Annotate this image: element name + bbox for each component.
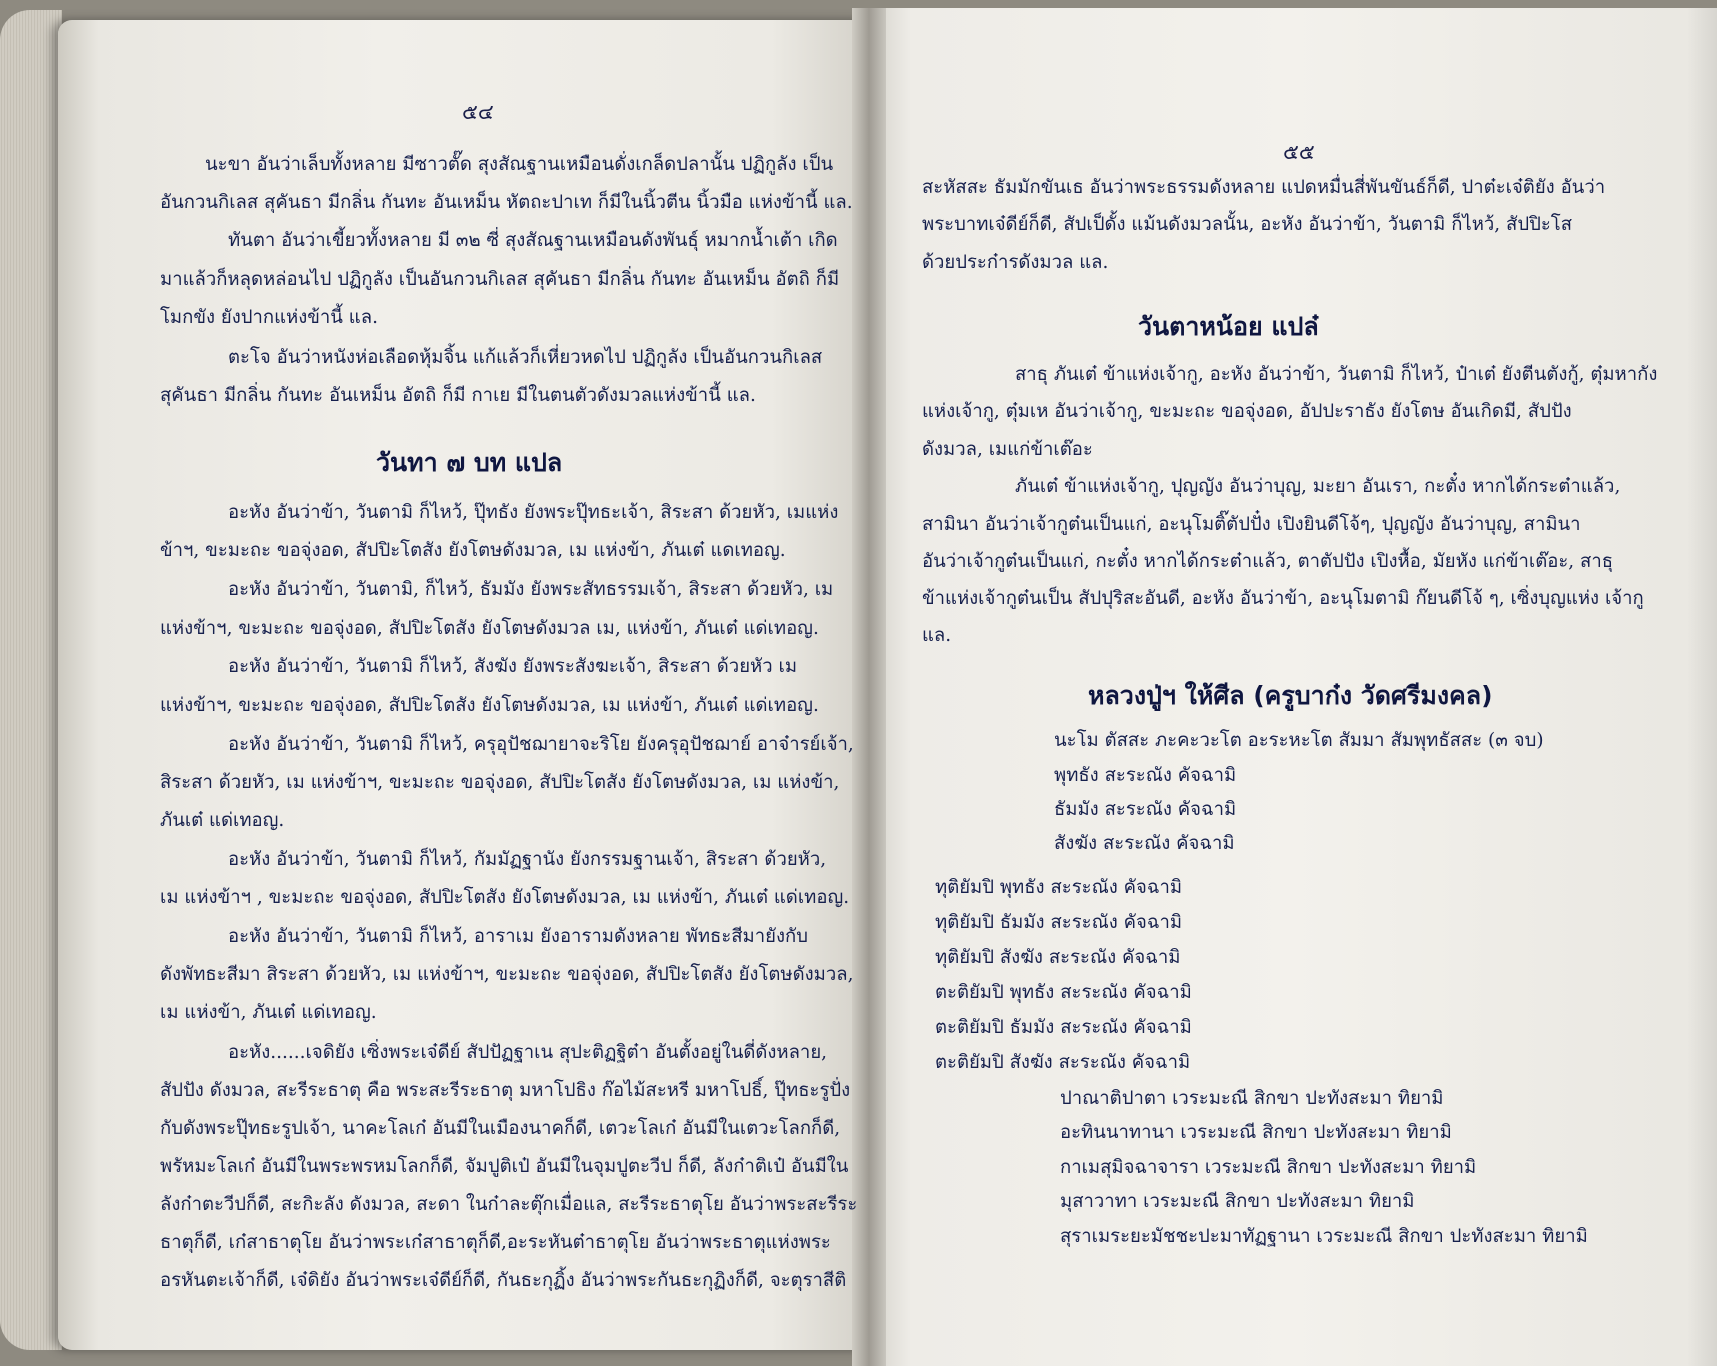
text-line: แห่งเจ้ากู, ตุ๋มเห อันว่าเจ้ากู, ขะมะถะ ขอจุ่งอด, อัปปะราธัง ยังโตษ อันเกิดมี, สัปปัง	[922, 401, 1572, 422]
text-line: เม แห่งข้า, ภันเต๋ แด่เทอญ.	[160, 1002, 377, 1023]
text-line: สาธุ ภันเต๋ ข้าแห่งเจ้ากู, อะหัง อันว่าข้า, วันตามิ ก็ไหว้, ป๋าเต๋ ยังตีนตังกู้, ตุ๋มหากัง	[1015, 364, 1658, 385]
text-line: อรหันตะเจ้าก็ดี, เจ๋ดิยัง อันว่าพระเจ๋ดีย์ก็ดี, กันธะกุฏิ้ง อันว่าพระกันธะกุฏิงก็ดี, จะตุราสีติ	[160, 1270, 847, 1291]
text-line: ปาณาติปาตา เวระมะณี สิกขา ปะทังสะมา ทิยามิ	[1060, 1088, 1444, 1109]
text-line: แห่งข้าฯ, ขะมะถะ ขอจุ่งอด, สัปปิะโตสัง ยังโตษดังมวล, เม แห่งข้า, ภันเต๋ แด่เทอญ.	[160, 695, 819, 716]
left-page	[58, 20, 868, 1350]
text-line: เม แห่งข้าฯ , ขะมะถะ ขอจุ่งอด, สัปปิะโตสัง ยังโตษดังมวล, เม แห่งข้า, ภันเต๋ แด่เทอญ.	[160, 887, 850, 908]
text-line: ทุติยัมปิ สังฆัง สะระณัง คัจฉามิ	[935, 947, 1181, 968]
text-line: นะโม ตัสสะ ภะคะวะโต อะระหะโต สัมมา สัมพุทธัสสะ (๓ จบ)	[1054, 730, 1544, 751]
section-heading: วันตาหน้อย แปล๋	[1138, 312, 1319, 341]
text-line: โมกขัง ยังปากแห่งข้านี้ แล.	[160, 307, 378, 328]
book-edge	[0, 10, 62, 1350]
text-line: ตะติยัมปิ พุทธัง สะระณัง คัจฉามิ	[935, 982, 1192, 1003]
text-line: สามินา อันว่าเจ้ากูต๋นเป็นแก่, อะนุโมติ๊ตัปปั๋ง เปิงยินดีโจ้ๆ, ปุญญัง อันว่าบุญ, สามินา	[922, 514, 1581, 535]
text-line: อะหัง อันว่าข้า, วันตามิ ก็ไหว้, อาราเม ยังอารามดังหลาย พัทธะสีมายังกับ	[228, 926, 808, 947]
book-gutter	[852, 8, 886, 1366]
text-line: ดังพัทธะสีมา สิระสา ด้วยหัว, เม แห่งข้าฯ, ขะมะถะ ขอจุ่งอด, สัปปิะโตสัง ยังโตษดังมวล,	[160, 964, 854, 985]
text-line: ธัมมัง สะระณัง คัจฉามิ	[1054, 799, 1237, 820]
text-line: ดังมวล, เมแก่ข้าเต๊อะ	[922, 439, 1093, 460]
text-line: อันว่าเจ้ากูต๋นเป็นแก่, กะตั๋ง หากได้กระต๋าแล้ว, ตาตัปปัง เปิงหื้อ, มัยหัง แก่ข้าเต๊อะ, สาธุ	[922, 551, 1614, 572]
text-line: ทุติยัมปิ ธัมมัง สะระณัง คัจฉามิ	[935, 912, 1183, 933]
text-line: กับดังพระปุ๊ทธะรูปเจ้า, นาคะโลเก๋ อันมีในเมืองนาคก็ดี, เตวะโลเก๋ อันมีในเตวะโลกก็ดี,	[160, 1118, 841, 1139]
text-line: สังฆัง สะระณัง คัจฉามิ	[1054, 833, 1235, 854]
text-line: ภันเต๋ แด่เทอญ.	[160, 810, 285, 831]
text-line: พระบาทเจ๋ดีย์ก็ดี, สัปเป็ดั้ง แม้นดังมวลนั้น, อะหัง อันว่าข้า, วันตามิ ก็ไหว้, สัปปิะโส	[922, 214, 1572, 235]
text-line: ลังก๋าตะวีปก็ดี, สะกิะลัง ดังมวล, สะดา ในก๋าละตุ๊กเมื่อแล, สะรีระธาตุโย อันว่าพระสะรีระ	[160, 1194, 858, 1215]
text-line: อะทินนาทานา เวระมะณี สิกขา ปะทังสะมา ทิยามิ	[1060, 1122, 1452, 1143]
text-line: สุราเมระยะมัชชะปะมาทัฏฐานา เวระมะณี สิกขา ปะทังสะมา ทิยามิ	[1060, 1226, 1588, 1247]
text-line: นะขา อันว่าเล็บทั้งหลาย มีซาวตั๊ด สุงสัณฐานเหมือนดั่งเกล็ดปลานั้น ปฏิกูลัง เป็น	[205, 154, 834, 175]
text-line: มาแล้วก็หลุดหล่อนไป ปฏิกูลัง เป็นอันกวนกิเลส สุคันธา มีกลิ่น กันทะ อันเหม็น อัตถิ ก็มี	[160, 269, 840, 290]
text-line: อะหัง อันว่าข้า, วันตามิ ก็ไหว้, ครุอุปัชฌายาจะริโย ยังครุอุปัชฌาย์ อาจ๋ารย์เจ้า,	[228, 734, 854, 755]
text-line: อะหัง อันว่าข้า, วันตามิ ก็ไหว้, สังฆัง ยังพระสังฆะเจ้า, สิระสา ด้วยหัว เม	[228, 656, 798, 677]
text-line: อันกวนกิเลส สุคันธา มีกลิ่น กันทะ อันเหม็น หัตถะปาเท ก็มีในนิ้วตีน นิ้วมือ แห่งข้านี้ แล.	[160, 192, 853, 213]
text-line: ตะติยัมปิ สังฆัง สะระณัง คัจฉามิ	[935, 1052, 1191, 1073]
section-heading: หลวงปู่ฯ ให้ศีล (ครูบาก๋ง วัดศรีมงคล)	[1088, 681, 1493, 710]
text-line: ทุติยัมปิ พุทธัง สะระณัง คัจฉามิ	[935, 877, 1183, 898]
text-line: พุทธัง สะระณัง คัจฉามิ	[1054, 765, 1237, 786]
left-page-number: ๕๔	[462, 100, 494, 124]
text-line: มุสาวาทา เวระมะณี สิกขา ปะทังสะมา ทิยามิ	[1060, 1191, 1415, 1212]
text-line: สิระสา ด้วยหัว, เม แห่งข้าฯ, ขะมะถะ ขอจุ่งอด, สัปปิะโตสัง ยังโตษดังมวล, เม แห่งข้า,	[160, 772, 840, 793]
text-line: กาเมสุมิจฉาจารา เวระมะณี สิกขา ปะทังสะมา ทิยามิ	[1060, 1157, 1477, 1178]
text-line: อะหัง......เจดิยัง เซิ่งพระเจ๋ดีย์ สัปปัฏฐาเน สุปะติฏฐิต๋า อันตั้งอยู่ในดี่ดังหลาย,	[228, 1042, 828, 1063]
text-line: สุคันธา มีกลิ่น กันทะ อันเหม็น อัตถิ ก็มี กาเย มีในตนตัวดังมวลแห่งข้านี้ แล.	[160, 385, 756, 406]
text-line: อะหัง อันว่าข้า, วันตามิ ก็ไหว้, ปุ๊ทธัง ยังพระปุ๊ทธะเจ้า, สิระสา ด้วยหัว, เมแห่ง	[228, 502, 839, 523]
text-line: ทันตา อันว่าเขี้ยวทั้งหลาย มี ๓๒ ซี่ สุงสัณฐานเหมือนดังพันธุ์ หมากน้ำเต้า เกิด	[228, 230, 838, 251]
text-line: สัปปัง ดังมวล, สะรีระธาตุ คือ พระสะรีระธาตุ มหาโปธิง ก๊อไม้สะหรี มหาโปธิ์, ปุ๊ทธะรูปั่ง	[160, 1080, 851, 1101]
text-line: ภันเต๋ ข้าแห่งเจ้ากู, ปุญญัง อันว่าบุญ, มะยา อันเรา, กะตั๋ง หากได้กระต๋าแล้ว,	[1015, 476, 1621, 497]
text-line: พรัหมะโลเก๋ อันมีในพระพรหมโลกก็ดี, จัมปูติเป๋ อันมีในจุมปูตะวีป ก็ดี, ลังก๋าติเป๋ อันมีใน	[160, 1156, 849, 1177]
text-line: ธาตุก็ดี, เก๋สาธาตุโย อันว่าพระเก๋สาธาตุก็ดี,อะระหันต๋าธาตุโย อันว่าพระธาตุแห่งพระ	[160, 1232, 831, 1253]
text-line: แห่งข้าฯ, ขะมะถะ ขอจุ่งอด, สัปปิะโตสัง ยังโตษดังมวล เม, แห่งข้า, ภันเต๋ แด่เทอญ.	[160, 618, 819, 639]
section-heading: วันทา ๗ บท แปล	[376, 448, 563, 477]
text-line: แล.	[922, 625, 952, 646]
text-line: ตะโจ อันว่าหนังห่อเลือดหุ้มจิ้น แก้แล้วก็เหี่ยวหดไป ปฏิกูลัง เป็นอันกวนกิเลส	[228, 347, 823, 368]
text-line: ตะติยัมปิ ธัมมัง สะระณัง คัจฉามิ	[935, 1017, 1192, 1038]
text-line: สะหัสสะ ธัมมักขันเธ อันว่าพระธรรมดังหลาย แปดหมื่นสี่พันขันธ์ก็ดี, ปาต๋ะเจ๋ติยัง อันว่า	[922, 177, 1606, 198]
text-line: ด้วยประก๋ารดังมวล แล.	[922, 252, 1109, 273]
text-line: อะหัง อันว่าข้า, วันตามิ, ก็ไหว้, ธัมมัง ยังพระสัทธรรมเจ้า, สิระสา ด้วยหัว, เม	[228, 579, 834, 600]
text-line: ข้าแห่งเจ้ากูต๋นเป็น สัปปุริสะอันดี, อะหัง อันว่าข้า, อะนุโมตามิ ก๊ยนดีโจ้ ๆ, เซิ่งบุญแห่ง เจ้ากู	[922, 588, 1644, 609]
right-page-number: ๕๕	[1283, 140, 1315, 164]
text-line: อะหัง อันว่าข้า, วันตามิ ก็ไหว้, กัมมัฏฐานัง ยังกรรมฐานเจ้า, สิระสา ด้วยหัว,	[228, 849, 827, 870]
text-line: ข้าฯ, ขะมะถะ ขอจุ่งอด, สัปปิะโตสัง ยังโตษดังมวล, เม แห่งข้า, ภันเต๋ แดเทอญ.	[160, 540, 786, 561]
